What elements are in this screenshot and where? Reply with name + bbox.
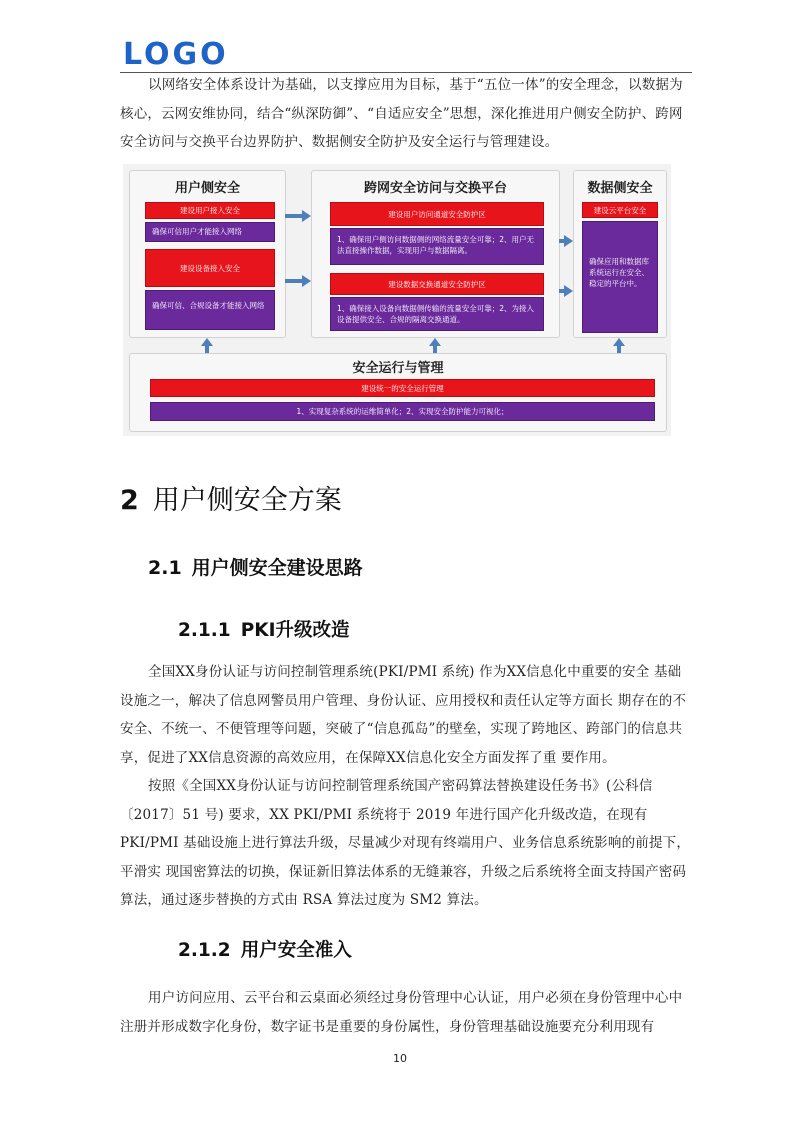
logo: LOGO bbox=[123, 37, 229, 72]
architecture-diagram bbox=[123, 164, 671, 436]
device-access-desc: 确保可信、合规设备才能接入网络 bbox=[145, 290, 275, 330]
pki-paragraph-1: 全国XX身份认证与访问控制管理系统(PKI/PMI 系统) 作为XX信息化中重要的安全 基础设施之一，解决了信息网警员用户管理、身份认证、应用授权和责任认定等方面长 期存在的不安全、不统一、不便管理等问题，突破了“信息孤岛”的壁垒，实现了跨地区、跨部门的信息共享，促进了XX信息资源的高效应用，在保障XX信息化安全方面发挥了重 要作用。 bbox=[120, 664, 687, 766]
arrow-up-3 bbox=[617, 345, 621, 353]
section-2-1-1-number: 2.1.1 bbox=[178, 620, 231, 641]
user-channel-box: 建设用户访问通道安全防护区 bbox=[330, 202, 544, 226]
cross-network-panel bbox=[311, 170, 560, 338]
section-2-1-1-title: 升级改造 bbox=[275, 620, 350, 641]
user-channel-desc: 1、确保用户侧访问数据侧的网络流量安全可靠；2、用户无法直接操作数据，实现用户与数据隔离。 bbox=[330, 228, 544, 265]
data-side-panel bbox=[573, 170, 667, 338]
ops-title: 安全运行与管理 bbox=[352, 361, 444, 376]
section-2-1-1-title-latin: PKI bbox=[240, 620, 276, 641]
arrow-right-3 bbox=[559, 239, 565, 243]
pki-paragraph-2: 按照《全国XX身份认证与访问控制管理系统国产密码算法替换建设任务书》(公科信〔2017〕51 号) 要求，XX PKI/PMI 系统将于 2019 年进行国产化升级改造，在现有PKI/PMI 基础设施上进行算法升级，尽量减少对现有终端用户、业务信息系统影响的前提下，平滑实 现国密算法的切换，保证新旧算法体系的无缝兼容，升级之后系统将全面支持国产密码算法，通过逐步替换的方式由 RSA 算法过度为 SM2 算法。 bbox=[120, 778, 691, 909]
device-access-box: 建设设备接入安全 bbox=[145, 249, 275, 287]
arrow-right-4 bbox=[559, 289, 565, 293]
data-side-title: 数据侧安全 bbox=[587, 181, 653, 196]
user-access-box: 建设用户接入安全 bbox=[145, 202, 275, 219]
data-channel-box: 建设数据交换通道安全防护区 bbox=[330, 273, 544, 295]
section-2-1-title: 用户侧安全建设思路 bbox=[191, 557, 363, 579]
data-channel-desc: 1、确保接入设备向数据侧传输的流量安全可靠；2、为接入设备提供安全、合规的隔离交换通道。 bbox=[330, 297, 544, 331]
user-access-desc: 确保可信用户才能接入网络 bbox=[145, 222, 275, 242]
intro-paragraph: 以网络安全体系设计为基础，以支撑应用为目标，基于“五位一体”的安全理念，以数据为核心，云网安维协同，结合“纵深防御”、“自适应安全”思想，深化推进用户侧安全防护、跨网安全访问与交换平台边界防护、数据侧安全防护及安全运行与管理建设。 bbox=[120, 77, 683, 151]
cloud-platform-desc: 确保应用和数据库系统运行在安全、稳定的平台中。 bbox=[582, 221, 658, 333]
ops-panel bbox=[129, 353, 667, 432]
section-2-1-2-heading bbox=[178, 936, 352, 962]
section-2-1-number: 2.1 bbox=[148, 557, 182, 579]
section-2-heading bbox=[120, 478, 342, 517]
section-2-1-1-heading bbox=[178, 616, 349, 642]
arrow-up-2 bbox=[433, 345, 437, 353]
arrow-right-2 bbox=[285, 279, 303, 283]
user-side-title: 用户侧安全 bbox=[174, 181, 240, 196]
ops-box: 建设统一的安全运行管理 bbox=[150, 379, 655, 397]
user-side-panel bbox=[129, 170, 286, 338]
cross-network-title: 跨网安全访问与交换平台 bbox=[363, 181, 507, 196]
section-2-title: 用户侧安全方案 bbox=[152, 485, 342, 516]
arrow-up-1 bbox=[205, 345, 209, 353]
page-number: 10 bbox=[393, 1052, 407, 1065]
cloud-platform-box: 建设云平台安全 bbox=[582, 202, 658, 218]
section-2-1-2-title: 用户安全准入 bbox=[240, 940, 352, 961]
ops-desc: 1、实现复杂系统的运维简单化；2、实现安全防护能力可视化； bbox=[150, 402, 655, 421]
section-2-number: 2 bbox=[120, 485, 139, 516]
section-2-1-2-number: 2.1.2 bbox=[178, 940, 231, 961]
section-2-1-heading bbox=[148, 553, 363, 580]
access-paragraph: 用户访问应用、云平台和云桌面必须经过身份管理中心认证，用户必须在身份管理中心中注册并形成数字化身份，数字证书是重要的身份属性，身份管理基础设施要充分利用现有 bbox=[120, 990, 683, 1035]
arrow-right-1 bbox=[285, 214, 303, 218]
